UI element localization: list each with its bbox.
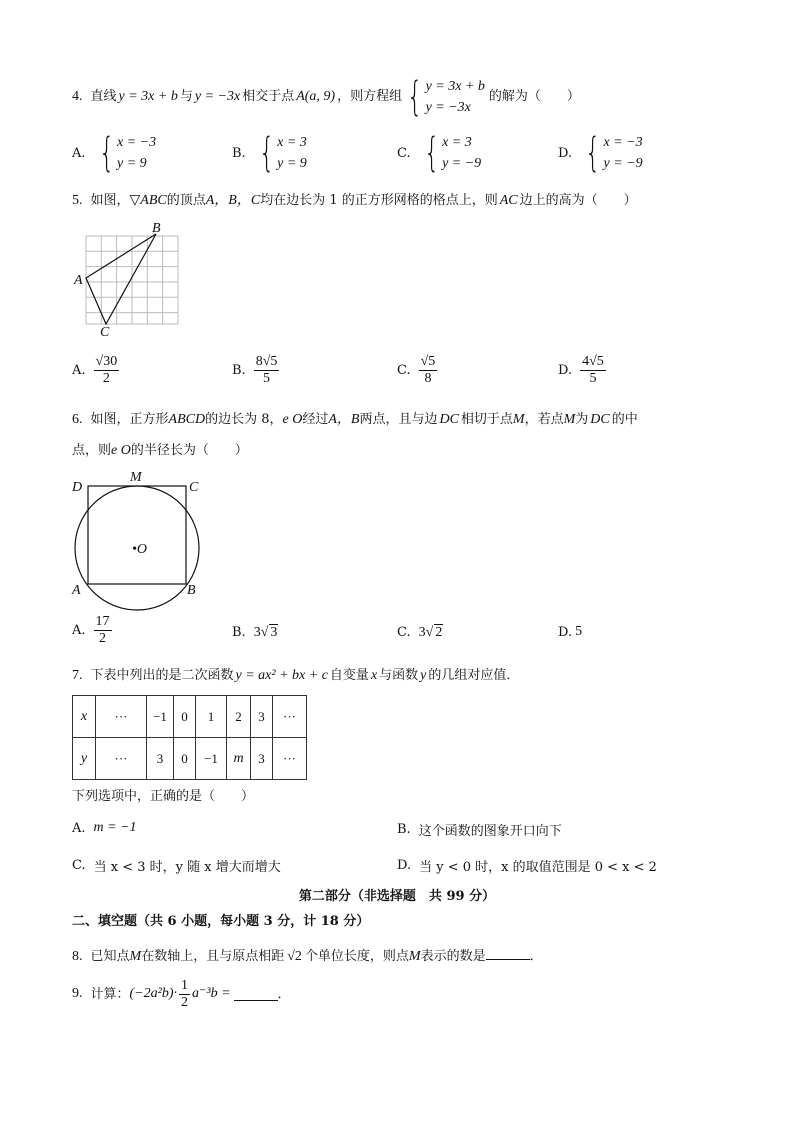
table-cell: ···	[96, 738, 147, 780]
q5-option-c-den: 8	[424, 371, 432, 387]
table-cell: m	[227, 738, 251, 780]
q9-stem	[72, 978, 291, 1011]
q4-option-d-label: D.	[558, 145, 573, 161]
q4-option-a: A. { x = −3 y = 9	[72, 130, 157, 176]
q6-stem-line-1	[72, 412, 638, 429]
q6-option-d-value: 5	[575, 624, 583, 639]
table-cell: ···	[273, 738, 307, 780]
q6-label-a: A	[72, 583, 81, 598]
table-cell: 3	[251, 738, 273, 780]
q9-frac-den: 2	[180, 995, 188, 1011]
q6-option-d-label: D.	[558, 624, 573, 640]
q8-stem	[72, 947, 543, 966]
q4-option-b-row-2: y = 9	[277, 156, 307, 171]
q4-text-5: 的解为（ ）	[488, 89, 580, 105]
q5-vertices: A，B，C	[205, 193, 261, 208]
q6-text-7: 为	[575, 412, 589, 427]
q7-option-c	[72, 856, 281, 875]
table-cell: −1	[196, 738, 227, 780]
q6-option-a-den: 2	[99, 631, 107, 647]
q9-frac-num: 1	[179, 978, 190, 995]
q5-text-1: 如图，	[90, 193, 130, 208]
q5-option-a-den: 2	[102, 371, 110, 387]
q4-number: 4.	[72, 88, 83, 104]
q6-option-b-radicand: 3	[270, 625, 278, 640]
q5-option-d	[558, 354, 606, 387]
q4-option-c-row-1: x = 3	[442, 135, 472, 150]
q6-m-2: M	[563, 412, 576, 427]
q8-text-2: 在数轴上，且与原点相距	[141, 949, 285, 964]
q7-value-table	[72, 695, 307, 780]
q6-stem-line-2	[72, 443, 248, 460]
q5-option-a-num: √30	[94, 354, 120, 371]
q5-option-a	[72, 354, 119, 387]
q6-option-c-label: C.	[397, 625, 411, 640]
q4-system: { y = 3x + b y = −3x	[407, 74, 485, 120]
q4-option-d-row-2: y = −9	[603, 156, 643, 171]
q4-option-a-row-2: y = 9	[116, 156, 147, 171]
q8-text-3: 个单位长度，则点	[304, 949, 409, 964]
q6-option-c: C. 3 √ 2	[397, 624, 443, 640]
q6-option-b: B. 3 √ 3	[232, 624, 278, 640]
q7-option-d	[397, 856, 657, 875]
table-cell: 3	[251, 696, 273, 738]
table-cell: ···	[96, 696, 147, 738]
q6-circle-2: e O	[111, 443, 131, 458]
q7-option-b-text: 这个函数的图象开口向下	[418, 824, 562, 839]
q5-label-b: B	[152, 221, 161, 236]
q9-expr-2: a⁻³b =	[191, 986, 231, 1002]
q7-option-a-label: A.	[72, 820, 86, 836]
q8-number: 8.	[72, 949, 83, 964]
q5-option-d-num: 4√5	[580, 354, 606, 371]
q7-text-2: 自变量	[329, 668, 369, 683]
q6-number: 6.	[72, 412, 83, 427]
q4-option-d-row-1: x = −3	[603, 135, 643, 150]
table-cell: 2	[227, 696, 251, 738]
q7-option-a	[72, 820, 137, 836]
q5-option-a-label: A.	[72, 363, 86, 379]
section-heading: 二、填空题（共 6 小题，每小题 3 分，计 18 分）	[72, 914, 370, 929]
q7-option-c-text: 当 x < 3 时，y 随 x 增大而增大	[93, 860, 281, 875]
q6-label-c: C	[189, 480, 199, 495]
table-row	[73, 738, 307, 780]
q6-label-o: •O	[132, 542, 148, 557]
q7-y: y	[420, 668, 427, 683]
q8-m: M	[129, 949, 142, 964]
table-cell: 0	[174, 696, 196, 738]
q4-point: A(a, 9)	[296, 88, 336, 104]
q5-text-2: 的顶点	[166, 193, 206, 208]
q7-prompt: 下列选项中，正确的是（ ）	[72, 789, 255, 804]
q6-label-m: M	[130, 470, 142, 485]
q4-text-2: 与	[179, 89, 193, 105]
table-cell: −1	[147, 696, 174, 738]
q5-option-b-den: 5	[263, 371, 271, 387]
q5-number: 5.	[72, 193, 83, 208]
part2-title: 第二部分（非选择题 共 99 分）	[298, 889, 496, 904]
q7-text-3: 与函数	[379, 668, 419, 683]
q4-option-b-row-1: x = 3	[277, 135, 307, 150]
q9-text-1: 计算：	[90, 986, 130, 1002]
q7-option-b-label: B.	[397, 822, 411, 837]
q6-text-5: 相切于点	[460, 412, 513, 427]
q8-text-4: 表示的数是	[420, 949, 486, 964]
q6-option-c-radicand: 2	[435, 625, 443, 640]
q6-option-d	[558, 624, 582, 640]
q7-stem	[72, 668, 519, 685]
q4-option-b: B. { x = 3 y = 9	[232, 130, 307, 176]
q9-expr-1: (−2a²b)·	[129, 986, 177, 1002]
table-cell: ···	[273, 696, 307, 738]
q5-triangle-shape	[86, 234, 156, 324]
q6-text-3: 经过	[302, 412, 329, 427]
q6-text-1: 如图，正方形	[90, 412, 169, 427]
q7-text-1: 下表中列出的是二次函数	[90, 668, 234, 683]
q7-option-c-label: C.	[72, 858, 86, 873]
q4-option-c-label: C.	[397, 145, 411, 161]
table-row	[73, 696, 307, 738]
q8-text-1: 已知点	[90, 949, 130, 964]
q4-option-c-row-2: y = −9	[442, 156, 482, 171]
q6-square: ABCD	[168, 412, 206, 427]
q5-option-b-label: B.	[232, 363, 246, 379]
q6-label-d: D	[72, 480, 83, 495]
q5-text-4: 边上的高为（ ）	[519, 193, 637, 208]
q6-option-b-coef: 3	[253, 624, 261, 640]
q5-option-d-label: D.	[558, 363, 573, 379]
q6-points: A，B	[328, 412, 360, 427]
q4-line-2: y = −3x	[194, 88, 241, 104]
q7-number: 7.	[72, 668, 83, 683]
q6-m: M	[512, 412, 525, 427]
table-cell: 1	[196, 696, 227, 738]
q4-text-3: 相交于点	[242, 89, 295, 105]
q6-text-4: 两点，且与边	[359, 412, 438, 427]
q7-function: y = ax² + bx + c	[235, 668, 328, 683]
q4-eq-2: y = −3x	[425, 100, 471, 115]
q5-option-c-num: √5	[419, 354, 438, 371]
q7-option-d-text: 当 y < 0 时，x 的取值范围是 0 < x < 2	[419, 860, 657, 875]
q6-text-6: ，若点	[524, 412, 564, 427]
q4-option-c: C. { x = 3 y = −9	[397, 130, 482, 176]
q6-text-9: 点，则	[72, 443, 112, 458]
q5-grid-figure	[70, 220, 190, 340]
q8-answer-blank[interactable]	[486, 947, 530, 960]
q9-number: 9.	[72, 986, 83, 1002]
q7-option-d-label: D.	[397, 858, 412, 873]
q5-label-a: A	[74, 273, 83, 288]
q6-option-b-label: B.	[232, 625, 246, 640]
q6-figure	[66, 468, 216, 600]
q4-option-b-label: B.	[232, 145, 246, 161]
q5-option-b	[232, 354, 279, 387]
q6-text-10: 的半径长为（ ）	[130, 443, 248, 458]
q6-option-a-num: 17	[94, 614, 112, 631]
q4-option-d: D. { x = −3 y = −9	[558, 130, 643, 176]
q6-side-dc-2: DC	[590, 412, 610, 427]
q7-x: x	[370, 668, 378, 683]
q6-side-dc: DC	[439, 412, 459, 427]
q4-text-4: ，则方程组	[337, 89, 403, 105]
q5-option-b-num: 8√5	[254, 354, 280, 371]
q8-distance: √2	[287, 949, 302, 964]
q5-option-d-den: 5	[589, 371, 597, 387]
q5-label-c: C	[100, 325, 110, 340]
q6-text-2: 的边长为 8，	[205, 412, 283, 427]
q4-stem	[72, 76, 580, 118]
q6-option-c-coef: 3	[418, 624, 426, 640]
q6-text-8: 的中	[611, 412, 638, 427]
q6-option-a	[72, 614, 112, 647]
q8-text-5: ．	[529, 949, 543, 964]
q7-option-b	[397, 820, 562, 839]
q6-label-b: B	[187, 583, 196, 598]
q5-side: AC	[499, 193, 518, 208]
table-cell: x	[73, 696, 96, 738]
q6-circle: e O	[282, 412, 303, 427]
table-cell: 3	[147, 738, 174, 780]
q7-text-4: 的几组对应值．	[428, 668, 520, 683]
q4-text-1: 直线	[90, 89, 117, 105]
q4-option-a-row-1: x = −3	[116, 135, 157, 150]
table-cell: y	[73, 738, 96, 780]
table-cell: 0	[174, 738, 196, 780]
q5-triangle: ▽ABC	[129, 193, 167, 208]
q5-option-c-label: C.	[397, 363, 411, 379]
q8-m-2: M	[408, 949, 421, 964]
q7-option-a-text: m = −1	[93, 820, 137, 835]
q4-line-1: y = 3x + b	[118, 88, 178, 104]
q9-text-2: ．	[277, 986, 291, 1002]
q5-stem	[72, 193, 637, 210]
q4-eq-1: y = 3x + b	[425, 79, 485, 94]
q6-square-shape	[88, 486, 186, 584]
q6-option-a-label: A.	[72, 623, 86, 639]
q9-answer-blank[interactable]	[234, 988, 278, 1001]
q5-text-3: 均在边长为 1 的正方形网格的格点上，则	[260, 193, 498, 208]
q5-option-c	[397, 354, 437, 387]
q4-option-a-label: A.	[72, 145, 86, 161]
